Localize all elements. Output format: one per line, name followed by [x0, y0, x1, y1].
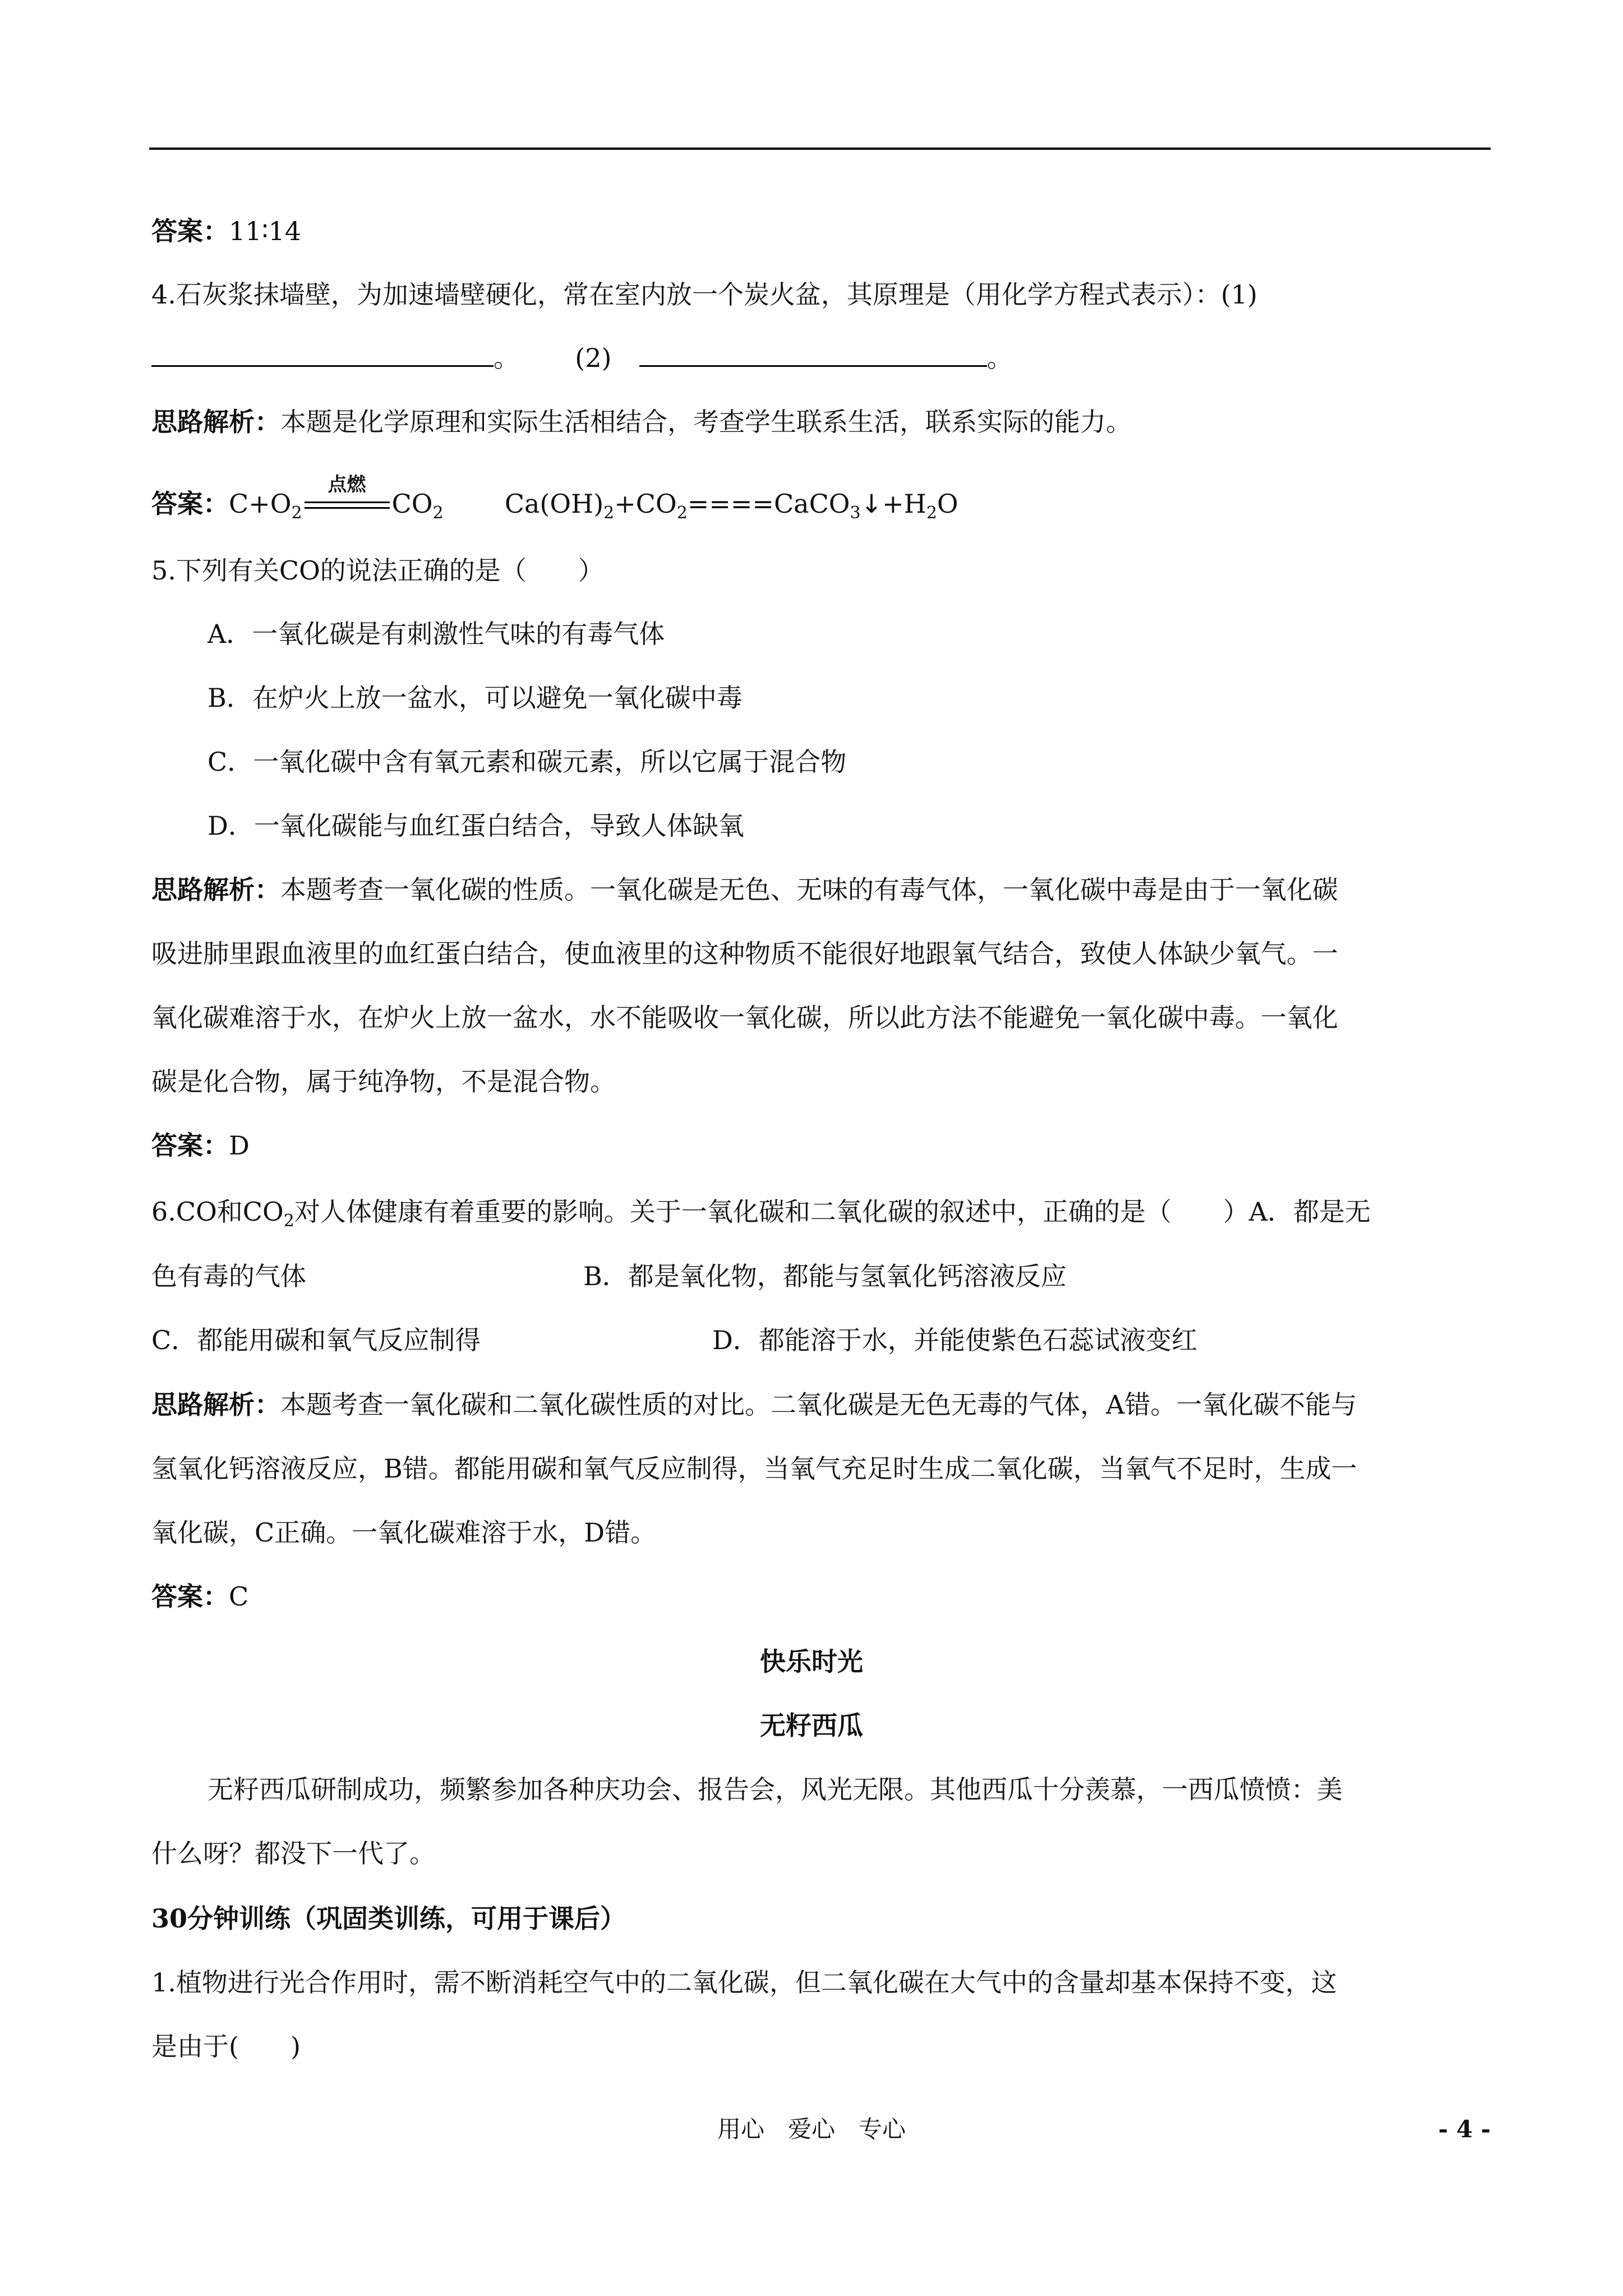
answer-value: D: [229, 1130, 250, 1161]
reaction-condition: 点燃: [302, 489, 392, 523]
precipitate-arrow-icon: ↓: [860, 489, 883, 519]
q5-option-d: D．一氧化碳能与血红蛋白结合，导致人体缺氧: [208, 811, 744, 841]
equation-1: $C+O_2$ 点燃 $CO_2$: [229, 473, 444, 523]
header-rule: [149, 148, 1491, 150]
q4-blanks: [151, 341, 1013, 375]
footer-motto: 用心 爱心 专心: [717, 2115, 906, 2143]
q6-analysis-line-3: 氧化碳，C正确。一氧化碳难溶于水，D错。: [151, 1517, 657, 1548]
fun-heading: 快乐时光: [760, 1646, 863, 1677]
answer-label: 答案：: [151, 489, 229, 519]
blank-label-2: (2): [575, 343, 612, 373]
q6-line-2: [151, 1259, 306, 1293]
page-number: - 4 -: [1438, 2115, 1491, 2143]
answer-value: C: [229, 1581, 249, 1612]
q4-stem: 4.石灰浆抹墙壁，为加速墙壁硬化，常在室内放一个炭火盆，其原理是（用化学方程式表示）：(1): [151, 279, 1258, 310]
fun-text-line-1: 无籽西瓜研制成功，频繁参加各种庆功会、报告会，风光无限。其他西瓜十分羡慕，一西瓜愤愤：美: [208, 1774, 1343, 1805]
q6-option-a-cont: 色有毒的气体: [151, 1261, 306, 1291]
analysis-label: 思路解析：: [151, 407, 280, 437]
q6-stem: 6.CO和$CO_2$对人体健康有着重要的影响。关于一氧化碳和二氧化碳的叙述中，正确的是（ ）A．都是无: [151, 1197, 1371, 1231]
q5-answer: [151, 1129, 250, 1162]
analysis-label: 思路解析：: [151, 1389, 280, 1420]
q5-option-a: A．一氧化碳是有刺激性气味的有毒气体: [208, 619, 665, 649]
q5-analysis-line-1: 思路解析：本题考查一氧化碳的性质。一氧化碳是无色、无味的有毒气体，一氧化碳中毒是由于一氧化碳: [151, 875, 1338, 905]
q5-analysis-line-2: 吸进肺里跟血液里的血红蛋白结合，使血液里的这种物质不能很好地跟氧气结合，致使人体缺少氧气。一: [151, 938, 1338, 969]
q5-analysis-line-3: 氧化碳难溶于水，在炉火上放一盆水，水不能吸收一氧化碳，所以此方法不能避免一氧化碳中毒。一氧化: [151, 1002, 1338, 1033]
q6-analysis-line-1: 思路解析：本题考查一氧化碳和二氧化碳性质的对比。二氧化碳是无色无毒的气体，A错。一氧化碳不能与: [151, 1389, 1357, 1420]
fun-title: 无籽西瓜: [760, 1710, 863, 1741]
q6-option-d: D．都能溶于水，并能使紫色石蕊试液变红: [712, 1325, 1197, 1355]
section-title: 30分钟训练（巩固类训练，可用于课后）: [151, 1903, 626, 1934]
q6-answer: [151, 1580, 248, 1613]
blank-end-2: 。: [986, 343, 1013, 373]
answer-label: 答案：: [151, 1130, 229, 1161]
answer-value: 11∶14: [229, 216, 302, 246]
fun-text-line-2: 什么呀？都没下一代了。: [151, 1838, 435, 1869]
answer-blank-1[interactable]: [151, 341, 494, 367]
q6-option-c: C．都能用碳和氧气反应制得: [151, 1325, 481, 1355]
q3-answer: [151, 214, 301, 248]
analysis-label: 思路解析：: [151, 875, 280, 905]
equation-2: $Ca(OH)_2+CO_2====CaCO_3↓+H_2O$: [504, 489, 958, 523]
q6-analysis-line-2: 氢氧化钙溶液反应，B错。都能用碳和氧气反应制得，当氧气充足时生成二氧化碳，当氧气不足时，生成一: [151, 1453, 1357, 1484]
q4-analysis: [151, 405, 1132, 439]
q1-stem-line-2: 是由于( ): [151, 2031, 301, 2062]
q5-option-c: C．一氧化碳中含有氧元素和碳元素，所以它属于混合物: [208, 747, 847, 777]
q1-stem-line-1: 1.植物进行光合作用时，需不断消耗空气中的二氧化碳，但二氧化碳在大气中的含量却基本保持不变，这: [151, 1967, 1337, 1998]
q4-answer: [151, 473, 958, 523]
q6-option-b: B．都是氧化物，都能与氢氧化钙溶液反应: [583, 1261, 1067, 1291]
q5-option-b: B．在炉火上放一盆水，可以避免一氧化碳中毒: [208, 683, 743, 713]
q5-analysis-line-4: 碳是化合物，属于纯净物，不是混合物。: [151, 1066, 616, 1097]
answer-label: 答案：: [151, 216, 229, 246]
answer-label: 答案：: [151, 1581, 229, 1612]
answer-blank-2[interactable]: [639, 341, 987, 367]
analysis-text: 本题是化学原理和实际生活相结合，考查学生联系生活，联系实际的能力。: [280, 407, 1132, 437]
blank-end-1: 。: [494, 343, 519, 373]
q5-stem: 5.下列有关CO的说法正确的是（ ）: [151, 555, 604, 586]
